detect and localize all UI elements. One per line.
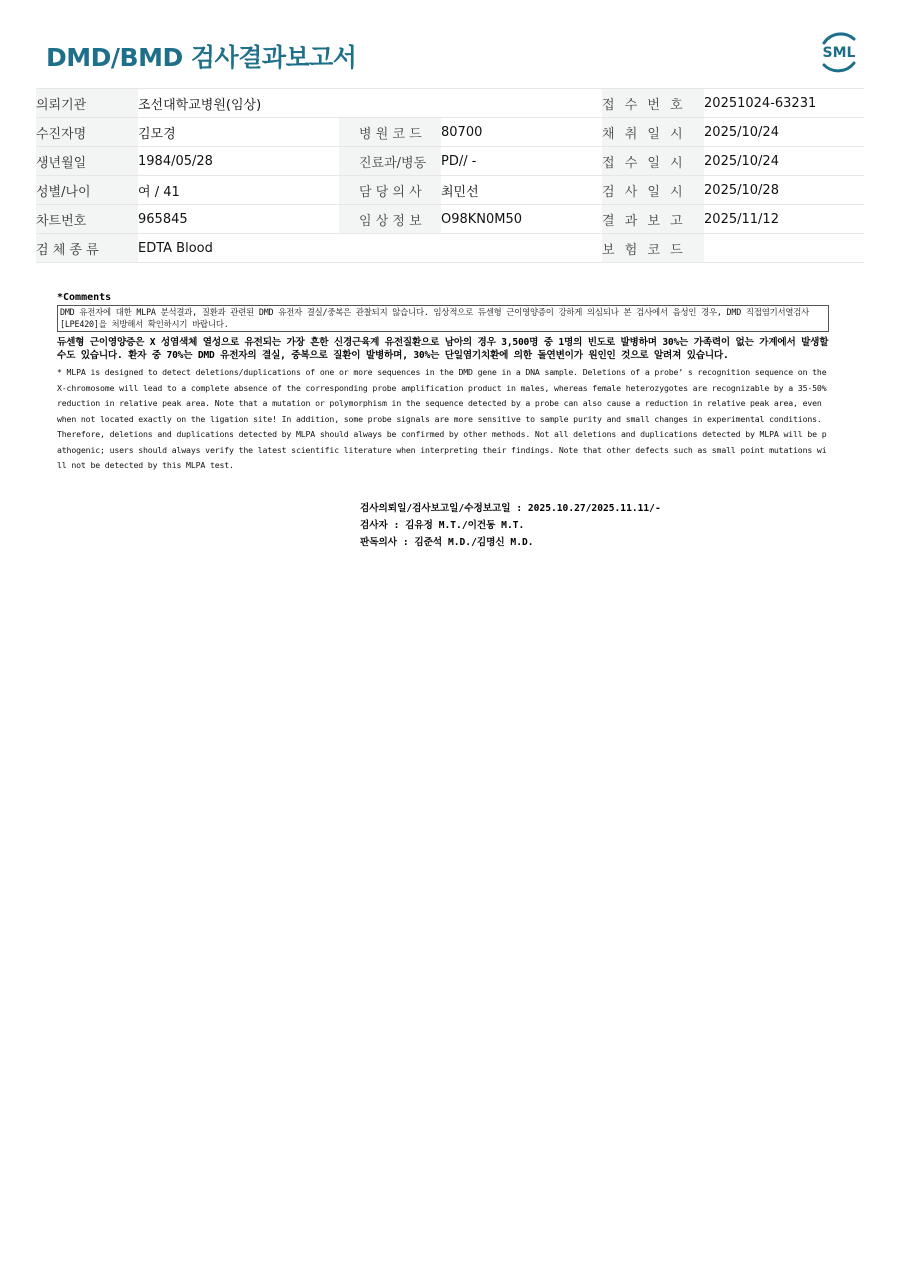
label-collection-date: 채 취 일 시 bbox=[602, 118, 704, 147]
label-client: 의뢰기관 bbox=[36, 89, 138, 118]
value-sex-age: 여 / 41 bbox=[138, 176, 339, 205]
label-receipt-date: 접 수 일 시 bbox=[602, 147, 704, 176]
value-collection-date: 2025/10/24 bbox=[704, 118, 864, 147]
patient-info-table bbox=[36, 88, 864, 263]
table-row bbox=[36, 118, 864, 147]
label-insurance-code: 보 험 코 드 bbox=[602, 234, 704, 263]
signoff-block bbox=[360, 500, 661, 551]
comments-disease-info: 듀센형 근이영양증은 X 성염색체 열성으로 유전되는 가장 흔한 신경근육계 유전질환으로 남아의 경우 3,500명 중 1명의 빈도로 발병하며 30%는 가족력이 없는 가계에서 발생할 수도 있습니다. 환자 중 70%는 DMD 유전자의 결실, 중복으로 질환이 발병하며, 30%는 단일염기치환에 의한 돌연변이가 원인인 것으로 알려져 있습니다. bbox=[57, 337, 829, 361]
logo-text: SML bbox=[822, 45, 856, 61]
signoff-tester: 검사자 : 김유정 M.T./이건동 M.T. bbox=[360, 520, 525, 531]
report-title: DMD/BMD 검사결과보고서 bbox=[46, 43, 357, 72]
value-insurance-code bbox=[704, 234, 864, 263]
label-report-date: 결 과 보 고 bbox=[602, 205, 704, 234]
label-chart-no: 차트번호 bbox=[36, 205, 138, 234]
label-hospital-code: 병 원 코 드 bbox=[339, 118, 441, 147]
comments-section bbox=[57, 292, 829, 474]
value-receipt-no: 20251024-63231 bbox=[704, 89, 864, 118]
value-birthdate: 1984/05/28 bbox=[138, 147, 339, 176]
value-clinical-info: O98KN0M50 bbox=[441, 205, 602, 234]
value-doctor: 최민선 bbox=[441, 176, 602, 205]
value-patient-name: 김모경 bbox=[138, 118, 339, 147]
comments-title: *Comments bbox=[57, 292, 112, 303]
label-doctor: 담 당 의 사 bbox=[339, 176, 441, 205]
label-department: 진료과/병동 bbox=[339, 147, 441, 176]
table-row bbox=[36, 205, 864, 234]
table-row bbox=[36, 176, 864, 205]
table-row bbox=[36, 234, 864, 263]
signoff-dates: 검사의뢰일/검사보고일/수정보고일 : 2025.10.27/2025.11.11/- bbox=[360, 503, 661, 514]
signoff-reader: 판독의사 : 김준석 M.D./김명신 M.D. bbox=[360, 537, 534, 548]
label-sex-age: 성별/나이 bbox=[36, 176, 138, 205]
comments-mlpa-note: * MLPA is designed to detect deletions/duplications of one or more sequences in the DMD gene in a DNA sample. Deletions of a probe’ s recognition sequence on the X-chromosome will lead to a complete absence of the corresponding probe amplification product in males, whereas female heterozygotes are recognizable by a 35-50% reduction in relative peak area. Note that a mutation or polymorphism in the sequence detected by a probe can also cause a reduction in relative peak area, even when not located exactly on the ligation site! In addition, some probe signals are more sensitive to sample purity and small changes in experimental conditions. Therefore, deletions and duplications detected by MLPA should always be confirmed by other methods. Not all deletions and duplications detected by MLPA will be pathogenic; users should always verify the latest scientific literature when interpreting their findings. Note that other defects such as small point mutations will not be detected by this MLPA test. bbox=[57, 367, 827, 470]
comments-result-box: DMD 유전자에 대한 MLPA 분석결과, 질환과 관련된 DMD 유전자 결실/중복은 관찰되지 않습니다. 임상적으로 듀센형 근이영양증이 강하게 의심되나 본 검사에서 음성인 경우, DMD 직접염기서열검사 [LPE420]을 처방해서 확인하시기 바랍니다. bbox=[57, 305, 829, 332]
label-clinical-info: 임 상 정 보 bbox=[339, 205, 441, 234]
label-receipt-no: 접 수 번 호 bbox=[602, 89, 704, 118]
sml-logo bbox=[816, 29, 862, 75]
value-receipt-date: 2025/10/24 bbox=[704, 147, 864, 176]
value-test-date: 2025/10/28 bbox=[704, 176, 864, 205]
value-department: PD// - bbox=[441, 147, 602, 176]
value-hospital-code: 80700 bbox=[441, 118, 602, 147]
label-specimen: 검 체 종 류 bbox=[36, 234, 138, 263]
label-patient-name: 수진자명 bbox=[36, 118, 138, 147]
label-birthdate: 생년월일 bbox=[36, 147, 138, 176]
table-row bbox=[36, 147, 864, 176]
value-chart-no: 965845 bbox=[138, 205, 339, 234]
label-test-date: 검 사 일 시 bbox=[602, 176, 704, 205]
table-row bbox=[36, 89, 864, 118]
value-report-date: 2025/11/12 bbox=[704, 205, 864, 234]
value-specimen: EDTA Blood bbox=[138, 234, 602, 263]
value-client: 조선대학교병원(임상) bbox=[138, 89, 602, 118]
